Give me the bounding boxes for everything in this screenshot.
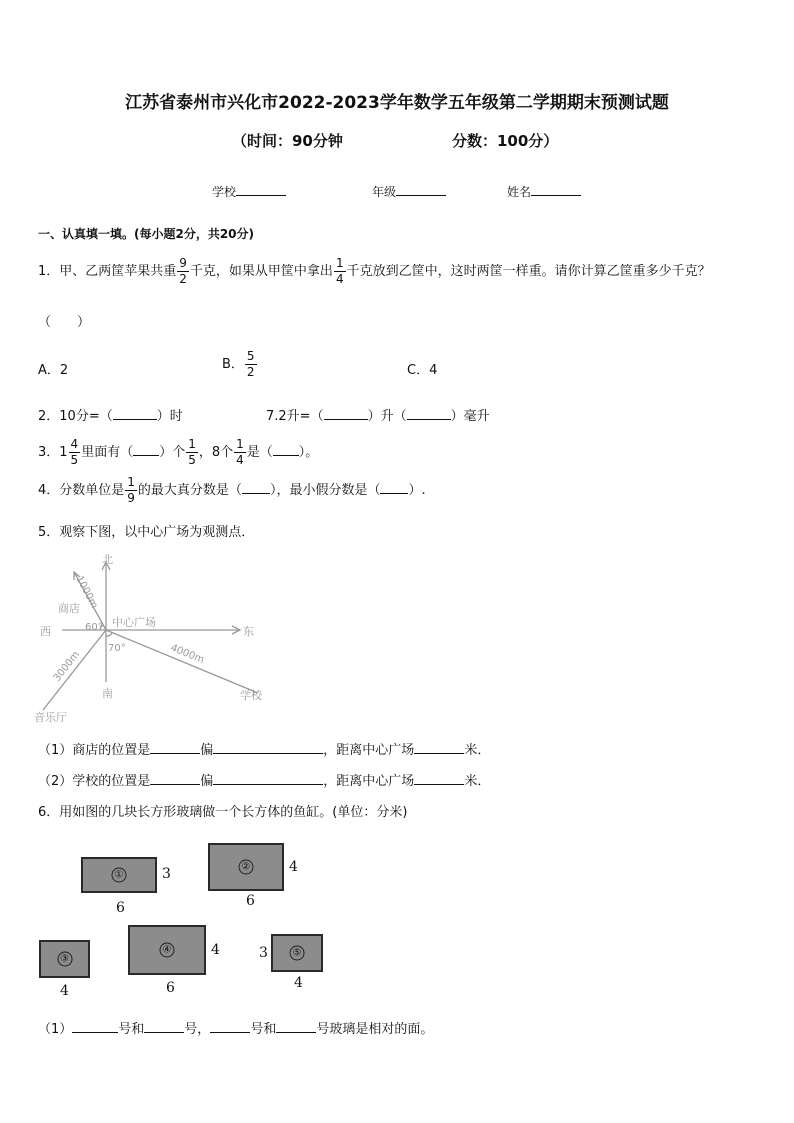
question-3: 3．1 $\frac{4}{5}$ 里面有（ ）个 $\frac{1}{5}$ ，8个 $\frac{1}{4}$ 是（ ）。 <box>38 437 319 467</box>
school-field[interactable] <box>212 183 286 200</box>
answer-blank[interactable] <box>144 1020 184 1033</box>
answer-blank[interactable] <box>210 1020 250 1033</box>
score-label: 分数：100分） <box>452 132 559 150</box>
grade-label: 年级 <box>372 185 397 199</box>
angle-70-label: 70° <box>108 643 126 654</box>
answer-paren[interactable]: （ ） <box>38 315 91 330</box>
grade-blank[interactable] <box>396 184 446 196</box>
page-title: 江苏省泰州市兴化市2022-2023学年数学五年级第二学期期末预测试题 <box>125 93 669 113</box>
north-label: 北 <box>102 553 113 566</box>
glass-panel-4: ④ <box>128 925 206 975</box>
angle-60-label: 60° <box>85 622 103 633</box>
shop-label: 商店 <box>58 602 80 615</box>
answer-blank[interactable] <box>213 772 323 785</box>
dimension-label: 4 <box>60 983 69 999</box>
glass-panel-2: ② <box>208 843 284 891</box>
fraction: $\frac{1}{5}$ <box>188 437 196 467</box>
distance-4000-label: 4000m <box>168 642 206 666</box>
time-label: （时间：90分钟 <box>232 132 343 150</box>
fraction: $\frac{9}{2}$ <box>179 256 187 286</box>
option-b[interactable]: B． $\frac{5}{2}$ <box>222 349 255 379</box>
east-label: 东 <box>243 625 254 638</box>
dimension-label: 6 <box>246 893 255 909</box>
answer-blank[interactable] <box>113 407 157 420</box>
west-label: 西 <box>40 625 51 638</box>
fraction: $\frac{1}{9}$ <box>127 475 135 505</box>
school-line <box>106 630 258 693</box>
dimension-label: 4 <box>294 975 303 991</box>
name-label: 姓名 <box>507 185 532 199</box>
dimension-label: 4 <box>289 859 298 875</box>
center-label: 中心广场 <box>112 616 156 629</box>
grade-field[interactable] <box>372 183 446 200</box>
question-5-1: （1）商店的位置是 偏 ，距离中心广场 米． <box>38 743 491 758</box>
answer-blank[interactable] <box>133 443 159 456</box>
question-6-1: （1） 号和 号， 号和 号玻璃是相对的面。 <box>38 1022 434 1037</box>
angle-arc-70 <box>106 633 112 636</box>
dimension-label: 6 <box>166 980 175 996</box>
south-label: 南 <box>102 687 113 700</box>
fraction: $\frac{4}{5}$ <box>70 437 79 467</box>
answer-blank[interactable] <box>150 741 200 754</box>
school-label: 学校 <box>240 689 262 702</box>
answer-blank[interactable] <box>324 407 368 420</box>
answer-blank[interactable] <box>242 481 270 494</box>
section-heading: 一、认真填一填。(每小题2分，共20分) <box>38 227 255 241</box>
question-2b: 7.2升=（ ）升（ ）毫升 <box>266 409 490 424</box>
name-blank[interactable] <box>531 184 581 196</box>
option-a[interactable]: A．2 <box>38 363 69 378</box>
question-5: 5．观察下图，以中心广场为观测点． <box>38 525 255 540</box>
question-2: 2．10分=（ ）时 <box>38 409 183 424</box>
answer-blank[interactable] <box>72 1020 118 1033</box>
answer-blank[interactable] <box>407 407 451 420</box>
answer-blank[interactable] <box>380 481 408 494</box>
glass-panel-1: ① <box>81 857 157 893</box>
option-c[interactable]: C．4 <box>407 363 438 378</box>
dimension-label: 6 <box>116 900 125 916</box>
answer-blank[interactable] <box>150 772 200 785</box>
fraction: $\frac{1}{4}$ <box>335 256 344 286</box>
question-1: 1．甲、乙两筐苹果共重 $\frac{9}{2}$ 千克，如果从甲筐中拿出 $\frac{1}{4}$ 千克放到乙筐中，这时两筐一样重。请你计算乙筐重多少千克？ <box>38 256 711 286</box>
fraction: $\frac{5}{2}$ <box>246 349 255 379</box>
dimension-label: 3 <box>259 945 268 961</box>
music-line <box>43 630 106 710</box>
dimension-label: 4 <box>211 942 220 958</box>
glass-panel-5: ⑤ <box>271 934 323 972</box>
answer-blank[interactable] <box>276 1020 316 1033</box>
distance-1000-label: 1000m <box>73 574 100 611</box>
fraction: $\frac{1}{4}$ <box>236 437 244 467</box>
answer-blank[interactable] <box>414 772 464 785</box>
question-6: 6．用如图的几块长方形玻璃做一个长方体的鱼缸。(单位：分米) <box>38 805 408 820</box>
direction-diagram <box>30 550 280 725</box>
answer-blank[interactable] <box>273 443 299 456</box>
school-label: 学校 <box>212 185 237 199</box>
distance-3000-label: 3000m <box>51 649 83 684</box>
answer-blank[interactable] <box>213 741 323 754</box>
music-label: 音乐厅 <box>34 711 67 724</box>
question-4: 4．分数单位是 $\frac{1}{9}$ 的最大真分数是（ ），最小假分数是（ ）. <box>38 475 426 505</box>
name-field[interactable] <box>507 183 581 200</box>
school-blank[interactable] <box>236 184 286 196</box>
question-5-2: （2）学校的位置是 偏 ，距离中心广场 米． <box>38 774 491 789</box>
answer-blank[interactable] <box>414 741 464 754</box>
glass-panel-3: ③ <box>39 940 90 978</box>
dimension-label: 3 <box>162 866 171 882</box>
